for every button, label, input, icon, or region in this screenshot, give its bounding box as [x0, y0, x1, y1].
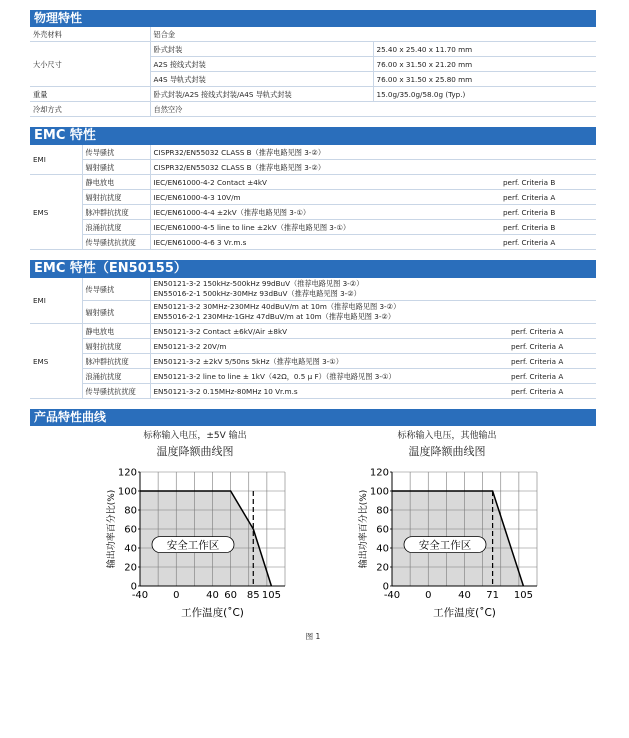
derating-chart-1	[70, 426, 320, 631]
row-item: 传导骚扰	[82, 278, 150, 301]
table-row	[30, 145, 596, 160]
row-sub: 卧式封装	[150, 42, 373, 57]
std-line: EN55016-2-1 500kHz-30MHz 93dBuV（推荐电路见图 3-②）	[153, 289, 361, 298]
ems-label: EMS	[30, 324, 82, 399]
x-tick-label: 71	[486, 590, 499, 601]
y-tick-label: 80	[376, 505, 389, 517]
row-item: 浪涌抗扰度	[82, 220, 150, 235]
row-item: 辐射抗扰度	[82, 339, 150, 354]
row-std: IEC/EN61000-4-6 3 Vr.m.s	[150, 235, 500, 250]
figure-caption: 图 1	[305, 632, 321, 641]
table-row	[30, 220, 596, 235]
chart-title: 标称输入电压，±5V 输出	[143, 431, 247, 441]
row-value: 76.00 x 31.50 x 21.20 mm	[373, 57, 596, 72]
row-std: IEC/EN61000-4-3 10V/m	[150, 190, 500, 205]
row-std	[150, 301, 596, 324]
row-criteria: perf. Criteria B	[500, 175, 596, 190]
table-row	[30, 102, 596, 117]
row-value: 76.00 x 31.50 x 25.80 mm	[373, 72, 596, 87]
std-line: EN50121-3-2 30MHz-230MHz 40dBuV/m at 10m（推荐电路见图 3-②）	[153, 302, 401, 311]
y-axis-label: 输出功率百分比(%)	[107, 489, 117, 569]
emc-en50155-section-header: EMC 特性（EN50155）	[30, 260, 596, 278]
row-std: CISPR32/EN55032 CLASS B（推荐电路见图 3-②）	[150, 160, 596, 175]
row-label: 冷却方式	[30, 102, 150, 117]
table-row	[30, 87, 596, 102]
x-tick-label: 105	[513, 590, 533, 601]
row-item: 脉冲群抗扰度	[82, 205, 150, 220]
safe-area-label: 安全工作区	[166, 539, 220, 552]
row-label: 外壳材料	[30, 27, 150, 42]
row-sub: A2S 接线式封装	[150, 57, 373, 72]
table-row	[30, 175, 596, 190]
std-line: EN50121-3-2 150kHz-500kHz 99dBuV（推荐电路见图 3-②）	[153, 279, 364, 288]
row-item: 脉冲群抗扰度	[82, 354, 150, 369]
x-tick-label: 40	[206, 590, 219, 601]
row-std: EN50121-3-2 0.15MHz-80MHz 10 Vr.m.s	[150, 384, 508, 399]
table-row	[30, 384, 596, 399]
table-row	[30, 235, 596, 250]
ems-label: EMS	[30, 175, 82, 250]
x-tick-label: 85	[246, 590, 260, 601]
table-row	[30, 278, 596, 301]
row-item: 辐射抗扰度	[82, 190, 150, 205]
y-tick-label: 120	[369, 467, 389, 479]
row-value: 铝合金	[150, 27, 596, 42]
row-std: CISPR32/EN55032 CLASS B（推荐电路见图 3-②）	[150, 145, 596, 160]
row-criteria: perf. Criteria A	[508, 339, 596, 354]
physical-table	[30, 27, 596, 117]
curves-section-header: 产品特性曲线	[30, 409, 596, 426]
emc-section-header: EMC 特性	[30, 127, 596, 145]
row-value: 15.0g/35.0g/58.0g (Typ.)	[373, 87, 596, 102]
row-item: 静电放电	[82, 175, 150, 190]
y-tick-label: 20	[376, 562, 389, 574]
table-row	[30, 205, 596, 220]
row-value: 自然空冷	[150, 102, 596, 117]
y-tick-label: 60	[376, 524, 389, 536]
y-tick-label: 60	[124, 524, 137, 536]
datasheet-page	[30, 10, 596, 645]
row-label: 大小尺寸	[30, 42, 150, 87]
x-tick-label: -40	[383, 590, 401, 601]
safe-area-label: 安全工作区	[418, 539, 472, 552]
emi-label: EMI	[30, 145, 82, 175]
row-item: 辐射骚扰	[82, 160, 150, 175]
table-row	[30, 369, 596, 384]
table-row	[30, 324, 596, 339]
y-tick-label: 100	[117, 486, 137, 498]
row-std: EN50121-3-2 ±2kV 5/50ns 5kHz（推荐电路见图 3-①）	[150, 354, 508, 369]
row-item: 传导骚扰	[82, 145, 150, 160]
chart-subtitle: 温度降额曲线图	[156, 445, 234, 458]
row-criteria: perf. Criteria B	[500, 220, 596, 235]
row-value: 25.40 x 25.40 x 11.70 mm	[373, 42, 596, 57]
emc-table	[30, 145, 596, 250]
row-item: 辐射骚扰	[82, 301, 150, 324]
row-criteria: perf. Criteria A	[500, 190, 596, 205]
chart-plot	[70, 426, 320, 631]
chart-title: 标称输入电压，其他输出	[397, 431, 497, 441]
y-tick-label: 40	[376, 543, 389, 555]
chart-subtitle: 温度降额曲线图	[408, 445, 486, 458]
table-row	[30, 42, 596, 57]
table-row	[30, 339, 596, 354]
std-line: EN55016-2-1 230MHz-1GHz 47dBuV/m at 10m（推荐电路见图 3-②）	[153, 312, 396, 321]
row-sub: 卧式封装/A2S 接线式封装/A4S 导轨式封装	[150, 87, 373, 102]
row-criteria: perf. Criteria A	[508, 324, 596, 339]
row-item: 静电放电	[82, 324, 150, 339]
x-axis-label: 工作温度(˚C)	[433, 607, 496, 619]
table-row	[30, 160, 596, 175]
emc-en50155-table	[30, 278, 596, 399]
y-tick-label: 40	[124, 543, 137, 555]
y-tick-label: 20	[124, 562, 137, 574]
row-item: 传导骚扰抗扰度	[82, 384, 150, 399]
y-tick-label: 0	[382, 581, 389, 593]
row-criteria: perf. Criteria B	[500, 205, 596, 220]
row-std: IEC/EN61000-4-5 line to line ±2kV（推荐电路见图 3-①）	[150, 220, 500, 235]
curves-figure	[30, 426, 596, 631]
table-row	[30, 301, 596, 324]
y-tick-label: 120	[117, 467, 137, 479]
x-tick-label: 0	[425, 590, 432, 601]
x-tick-label: 60	[224, 590, 237, 601]
y-axis-label: 输出功率百分比(%)	[359, 489, 369, 569]
table-row	[30, 27, 596, 42]
x-tick-label: 40	[458, 590, 471, 601]
row-std: EN50121-3-2 Contact ±6kV/Air ±8kV	[150, 324, 508, 339]
y-tick-label: 80	[124, 505, 137, 517]
y-tick-label: 0	[130, 581, 137, 593]
x-tick-label: -40	[131, 590, 149, 601]
row-std: EN50121-3-2 line to line ± 1kV（42Ω，0.5 μ F）（推荐电路见图 3-①）	[150, 369, 508, 384]
row-sub: A4S 导轨式封装	[150, 72, 373, 87]
derating-chart-2	[322, 426, 572, 631]
row-label: 重量	[30, 87, 150, 102]
x-tick-label: 105	[261, 590, 281, 601]
row-std: IEC/EN61000-4-4 ±2kV（推荐电路见图 3-①）	[150, 205, 500, 220]
row-std: IEC/EN61000-4-2 Contact ±4kV	[150, 175, 500, 190]
x-tick-label: 0	[173, 590, 180, 601]
y-tick-label: 100	[369, 486, 389, 498]
row-std	[150, 278, 596, 301]
chart-plot	[322, 426, 572, 631]
row-criteria: perf. Criteria A	[500, 235, 596, 250]
table-row	[30, 354, 596, 369]
row-std: EN50121-3-2 20V/m	[150, 339, 508, 354]
row-item: 浪涌抗扰度	[82, 369, 150, 384]
row-criteria: perf. Criteria A	[508, 369, 596, 384]
emi-label: EMI	[30, 278, 82, 324]
physical-section-header: 物理特性	[30, 10, 596, 27]
x-axis-label: 工作温度(˚C)	[181, 607, 244, 619]
table-row	[30, 190, 596, 205]
row-criteria: perf. Criteria A	[508, 354, 596, 369]
row-criteria: perf. Criteria A	[508, 384, 596, 399]
row-item: 传导骚扰抗扰度	[82, 235, 150, 250]
